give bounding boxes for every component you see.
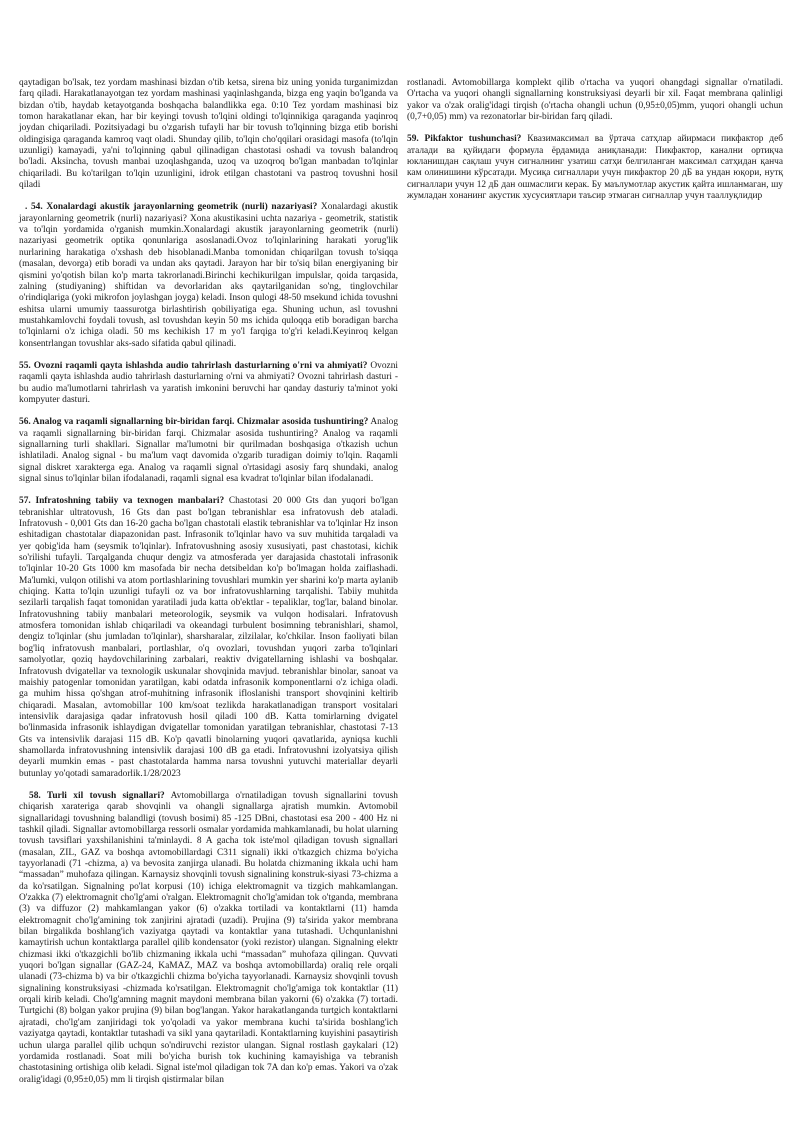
- section-55-paragraph: [19, 361, 398, 406]
- section-59-heading: 59. Pikfaktor tushunchasi?: [407, 134, 522, 145]
- section-56-paragraph: [19, 417, 398, 485]
- section-57-paragraph: [19, 496, 398, 780]
- section-55-heading: 55. Ovozni raqamli qayta ishlashda audio tahrirlash dasturlarning o'rni va ahmiyati?: [19, 360, 368, 371]
- section-59-body: Квазимаксимал ва ўртача сатҳлар айирмаси пикфактор деб аталади ва қуйидаги формула ёрдамида аниқланади: Пикфактор, канални ортиқча юкланишдан сақлаш учун сигналнинг узатиш сатҳи белгиланган максимал сатҳидан қанча кам олинишини кўрсатади. Мусиқа сигналлари учун пикфактор 20 дБ ва ундан юқори, нутқ сигналлари учун 12 дБ дан ошмаслиги керак. Бу маълумотлар акустик қайта ишланмаган, шу жумладан хонанинг акустик хусусиятлари таъсир этмаган сигналлар учун тааллуқлидир: [407, 134, 783, 202]
- section-56-heading: 56. Analog va raqamli signallarning bir-biridan farqi. Chizmalar asosida tushuntiring?: [19, 417, 369, 428]
- section-56-body: Analog va raqamli signallarning bir-biridan farqi. Chizmalar asosida tushuntiring? Analog va raqamli signallarning turli shakllari. Signallar ma'lumotni bir qurilmadan boshqasiga o'tkazish uchun ishlatiladi. Analog signal - bu ma'lum vaqt davomida o'zgarib turadigan doimiy to'lqin. Raqamli signal diskret xarakterga ega. Analog va raqamli signal o'rtasidagi asosiy farq shundaki, analog signal sinus to'lqinlar bilan ifodalanadi, raqamli signal esa kvadrat to'lqinlar bilan ifodalanadi.: [19, 417, 399, 484]
- section-59-paragraph: [407, 134, 783, 202]
- section-55-body: Ovozni raqamli qayta ishlashda audio tahrirlash dasturlarning o'rni va ahmiyati? Ovozni tahrirlash dasturi - bu audio ma'lumotlarni tahrirlash va yaratish imkonini beruvchi har qanday dasturiy ta'minot yoki kompyuter dasturi.: [19, 360, 398, 405]
- section-58-paragraph: [19, 791, 398, 1086]
- section-54-heading: . 54. Xonalardagi akustik jarayonlarning geometrik (nurli) nazariyasi?: [25, 202, 318, 213]
- left-column: [19, 78, 398, 1111]
- section-54-paragraph: [19, 202, 398, 349]
- section-58-heading: 58. Turli xil tovush signallari?: [29, 790, 165, 801]
- paragraph-doppler-continuation: qaytadigan bo'lsak, tez yordam mashinasi bizdan o'tib ketsa, sirena biz uning yonida turganimizdan farq qiladi. Harakatlanayotgan tez yordam mashinasi yaqinlashganda, bizga eng yaqin bo'lganda va bizdan o'tib, haydab ketayotganda boshqacha balandlikka ega. 0:10 Tez yordam mashinasi biz tomon harakatlanar ekan, har bir keyingi tovush to'lqini oldingi to'lqinnikiga qaraganda yaqinroq joydan chiqariladi. Pozitsiyadagi bu o'zgarish tufayli har bir tovush to'lqinning bizga etib borishi oldingisiga qaraganda kamroq vaqt oladi. Shunday qilib, to'lqin cho'qqilari orasidagi masofa (to'lqin uzunligi) kamayadi, ya'ni to'lqinning qabul qilinadigan chastotasi oshadi va tovush balandroq bo'ladi. Aksincha, tovush manbai uzoqlashganda, uzoq va uzoqroq bo'lgan manbadan to'lqinlar chiqariladi. Bu ko'tarilgan to'lqin uzunligini, idrok etilgan chastotani va pastroq tovushni hosil qiladi: [19, 78, 398, 191]
- section-57-body: Chastotasi 20 000 Gts dan yuqori bo'lgan tebranishlar ultratovush, 16 Gts dan past bo'lgan tebranishlar esa infratovush deb ataladi. Infratovush - 0,001 Gts dan 16-20 gacha bo'lgan chastotali elastik tebranishlar va to'lqinlar Hz inson eshitadigan chastotalar diapazonidan past. Infrasonik to'lqinlar havo va suv muhitida tarqaladi va yer qobig'ida ham (seysmik to'lqinlar). Infratovushning asosiy xususiyati, past chastotasi, kichik so'rilishi tufayli. Tarqalganda chuqur dengiz va atmosferada yer darajasida chastotali infrasonik to'lqinlar 10-20 Gts 1000 km masofada bir necha detsibeldan ko'p bo'lmagan holda zaiflashadi. Ma'lumki, vulqon otilishi va atom portlashlarining tovushlari mumkin yer sharini ko'p marta aylanib chiqing. Katta to'lqin uzunligi tufayli oz va bor infratovushlarning tarqalishi. Tabiiy muhitda sezilarli tarqalish faqat tomonidan yaratiladi juda katta ob'ektlar - tepaliklar, tog'lar, baland binolar. Infratovushning tabiiy manbalari meteorologik, seysmik va vulqon hodisalari. Infratovush atmosfera tomonidan ishlab chiqariladi va okeandagi turbulent bosimning tebranishlari, shamol, dengiz to'lqinlar (shu jumladan to'lqinlar), sharsharalar, zilzilalar, ko'chkilar. Inson faoliyati bilan bog'liq infratovush manbalari, portlashlar, o'q ovozlari, tovushdan yuqori zarba to'lqinlari samolyotlar, qoziq haydovchilarining zarbalari, reaktiv dvigatellarning ishlashi va boshqalar. Infratovush dvigatellar va texnologik uskunalar shovqinida mavjud. tebranishlar binolar, sanoat va maishiy patogenlar tomonidan yaratilgan, kabi odatda infrasonik komponentlarni o'z ichiga oladi. ga muhim hissa qo'shgan atrof-muhitning infrasonik ifloslanishi transport shovqinini keltirib chiqaradi. Masalan, avtomobillar 100 km/soat tezlikda harakatlanadigan transport vositalari intensivlik darajasiga qadar infratovush hosil qiladi 100 dB. Katta tomirlarning dvigatel bo'linmasida infrasonik ishlaydigan dvigatellar tomonidan yaratilgan tebranishlar, chastotasi 7-13 Gts va intensivlik darajasi 115 dB. Ko'p qavatli binolarning yuqori qavatlarida, ayniqsa kuchli shamollarda infratovushning intensivlik darajasi 100 dB ga etadi. Infratovushni izolyatsiya qilish deyarli mumkin emas - past chastotalarda hamma narsa tovushni yutuvchi materiallar deyarli butunlay yo'qotadi samaradorlik.1/28/2023: [19, 496, 399, 779]
- section-57-heading: 57. Infratoshning tabiiy va texnogen manbalari?: [19, 496, 225, 507]
- right-column: [407, 78, 783, 1111]
- section-58-body: Avtomobillarga o'rnatiladigan tovush signallarini tovush chiqarish xarateriga qarab shovqinli va ohangli signallarga ajratish mumkin. Avtomobil signallaridagi tovushning balandligi (tovush bosimi) 85 -125 DBni, chastotasi esa 200 - 400 Hz ni tashkil qiladi. Signallar avtomobillarga ressorli osmalar yordamida mahkamlanadi, bu holat ularning tovush tavsiflari yaxshilanishini ta'minlaydi. 8 A gacha tok iste'mol qiladigan tovush signallari (masalan, ZIL, GAZ va boshqa avtomobillardagi C311 signali) ikki o'tkazgich chizma bo'yicha tayyorlanadi (71 -chizma, a) va bevosita zanjirga ulanadi. Bu holatda chizmaning ikkala uchi ham “massadan” muhofaza qilingan. Karnaysiz shovqinli tovush signalining konstruk-siyasi 73-chizma a da ko'rsatilgan. Signalning po'lat korpusi (10) ichiga elektromagnit va tizgich mahkamlangan. O'zakka (7) elektromagnit cho'lg'ami o'ralgan. Elektromagnit cho'lg'amidan tok o'tganda, membrana (3) va diffuzor (2) mahkamlangan yakor (6) o'zakka tortiladi va kontaktlarni (11) hamda elektromagnit cho'lg'amining tok zanjirini ajratadi (uzadi). Prujina (9) ta'sirida yakor membrana bilan birgalikda boshlang'ich vaziyatga qaytadi va kontaktlar yana tutashadi. Uchqunlanishni kamaytirish uchun kontaktlarga parallel qilib kondensator (yoki rezistor) ulangan. Signalning elektr chizmasi ikki o'tkazgichli bo'lib chizmaning ikkala uchi “massadan” muhofaza qilingan. Quvvati yuqori bo'lgan signallar (GAZ-24, KaMAZ, MAZ va boshqa avtomobillarda) oraliq rele orqali ulanadi (73-chizma b) va bir o'tkazgichli chizma bo'yicha tayyorlanadi. Karnaysiz shovqinli tovush signalining konstruksiyasi -chizmada ko'rsatilgan. Elektromagnit cho'lg'amiga tok kontaktlar (11) orqali kirib keladi. Cho'lg'amning magnit maydoni membrana bilan yakorni (6) o'zakka (7) tortadi. Turtgichi (8) bolgan yakor prujina (9) bilan bog'langan. Yakor harakatlanganda turtgich kontaktlarni ajratadi, cho'lg'am zanjiridagi tok yo'qoladi va yakor membrana kuchi ta'sirida boshlang'ich vaziyatga qaytadi, kontaktlar tutashadi va sikl yana qaytariladi. Kontaktlarning kuyishini pasaytirish uchun ularga parallel qilib uchqun so'ndiruvchi rezistor ulangan. Signal rostlash gaykalari (12) yordamida rostlanadi. Soat mili bo'yicha burish tok kuchining kamayishiga va tebranish chastotasining ortishiga olib keladi. Signal iste'mol qiladigan tok 7A dan ko'p emas. Yakori va o'zak oralig'idagi (0,95±0,05) mm li tirqish qistirmalar bilan: [19, 790, 398, 1085]
- section-54-body: Xonalardagi akustik jarayonlarning geometrik (nurli) nazariyasi? Xona akustikasini uchta nazariya - geometrik, statistik va to'lqin yordamida o'rganish mumkin.Xonalardagi akustik jarayonlarning geometrik (nurli) nazariyasi geometrik optika qonunlariga asoslanadi.Ovoz to'lqinlarining harakati yorug'lik nurlarining harakatiga o'xshash deb hisoblanadi.Manba tomonidan chiqarilgan tovush to'siqqa (masalan, devorga) etib boradi va undan aks qaytadi. Jarayon har bir to'siq bilan energiyaning bir qismini yo'qotish bilan ko'p marta takrorlanadi.Birinchi kechikurilgan impulslar, qoida tarqasida, zalning (studiyaning) shiftidan va devorlaridan aks qaytarilganidan so'ng, tinglovchilar o'rindiqlariga (yoki mikrofon joylashgan joyga) keladi. Inson qulogi 48-50 msekund ichida tovushni eshitsa ularni umumiy taassurotga birlashtirish qobiliyatiga ega. Shuning uchun, asl tovushni mustahkamlovchi foydali tovush, asl tovushdan keyin 50 ms ichida quloqqa etib boradigan barcha to'lqinlarni o'z ichiga oladi. 50 ms kechikish 17 m yo'l farqiga to'g'ri keladi.Keyinroq kelgan konsentrlangan tovushlar aks-sado sifatida qabul qilinadi.: [19, 202, 398, 349]
- paragraph-signal-continuation: rostlanadi. Avtomobillarga komplekt qilib o'rtacha va yuqori ohangdagi signallar o'rnatiladi. O'rtacha va yuqori ohangli signallarning konstruksiyasi deyarli bir xil. Faqat membrana qalinligi yakor va o'zak oralig'idagi tirqish (o'rtacha ohangli uchun (0,95±0,05)mm, yuqori ohangli uchun (0,7+0,05) mm) va rezonatorlar bir-biridan farq qiladi.: [407, 78, 783, 123]
